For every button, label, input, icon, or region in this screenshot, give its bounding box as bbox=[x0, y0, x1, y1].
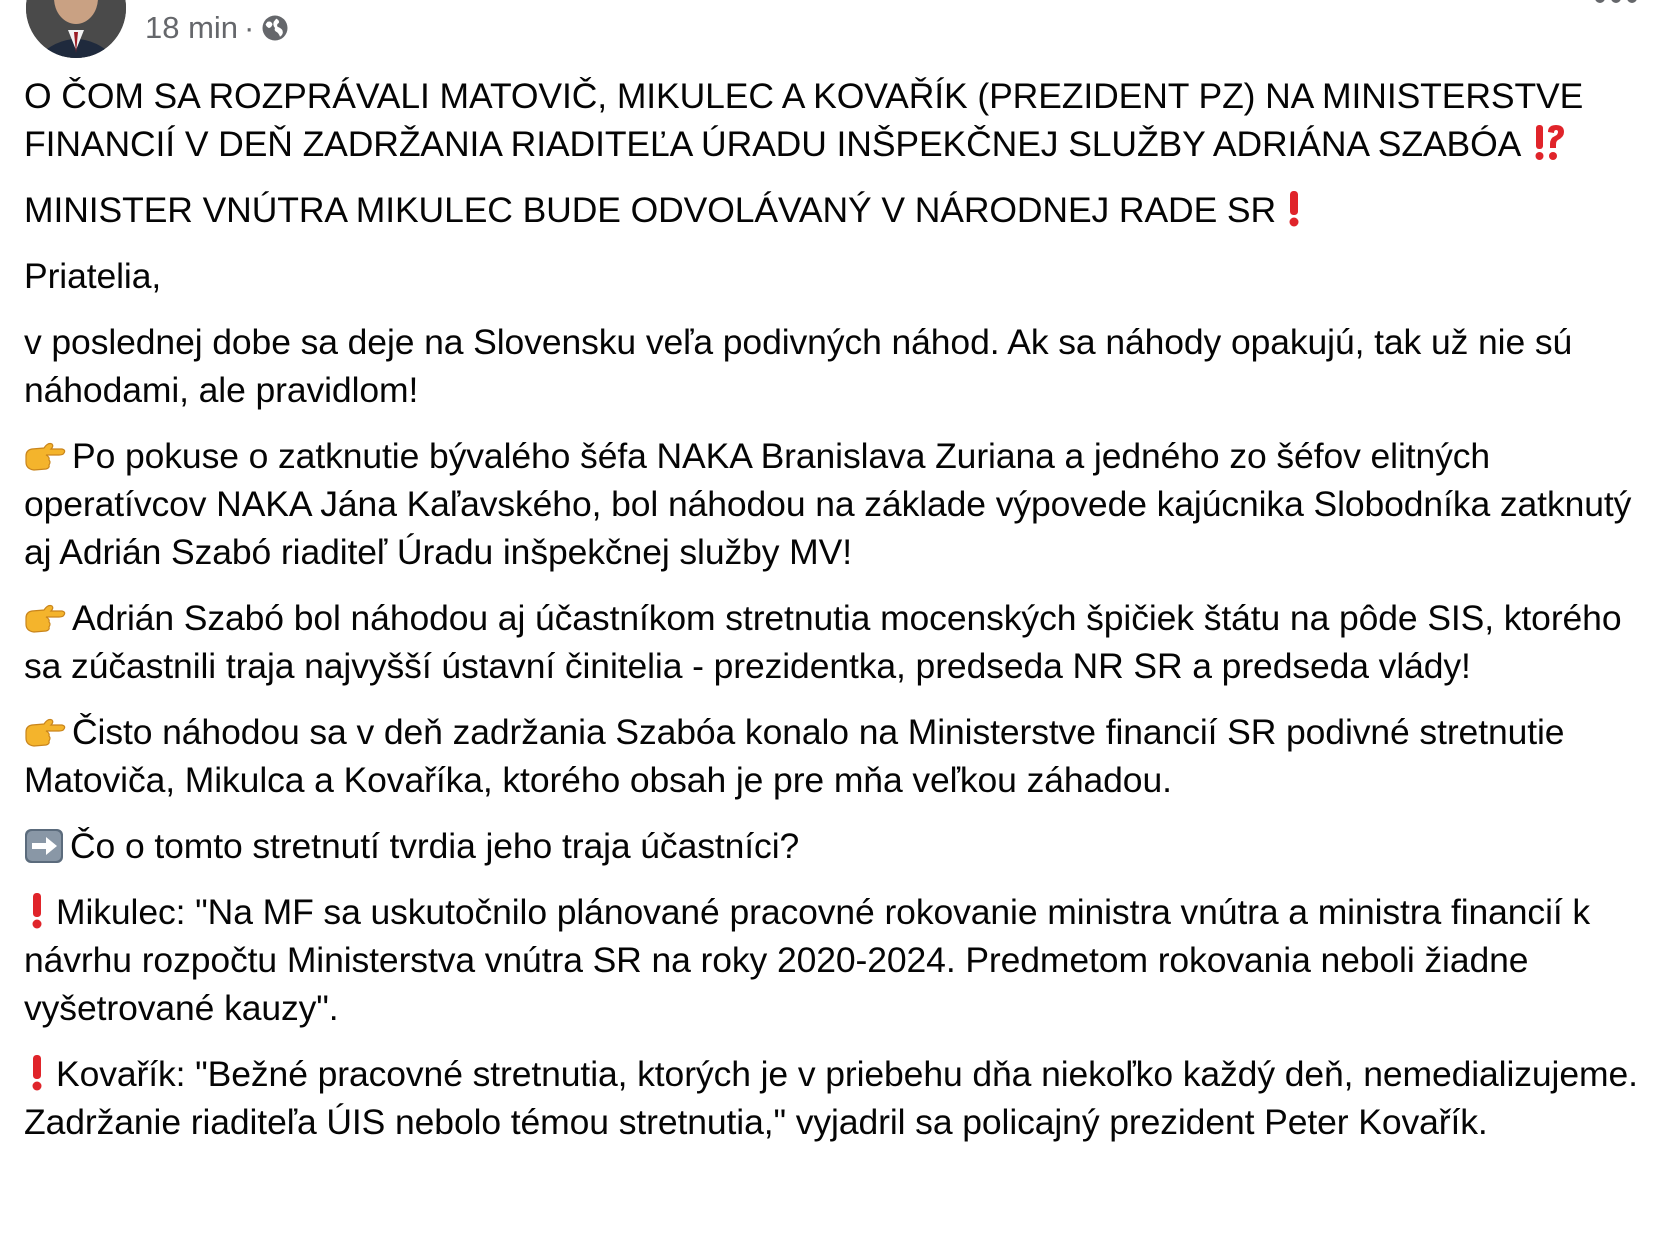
paragraph-text: v poslednej dobe sa deje na Slovensku veľa podivných náhod. Ak sa náhody opakujú, tak už nie sú náhodami, ale pravidlom! bbox=[24, 322, 1573, 410]
paragraph-text: Adrián Szabó bol náhodou aj účastníkom stretnutia mocenských špičiek štátu na pôde SIS, ktorého sa zúčastnili traja najvyšší ústavní činitelia - prezidentka, predseda NR SR a predseda vlády! bbox=[24, 598, 1622, 686]
paragraph-text: O ČOM SA ROZPRÁVALI MATOVIČ, MIKULEC A KOVAŘÍK (PREZIDENT PZ) NA MINISTERSTVE FINANCIÍ V DEŇ ZADRŽANIA RIADITEĽA ÚRADU INŠPEKČNEJ SLUŽBY ADRIÁNA SZABÓA bbox=[24, 76, 1584, 164]
pointing-right-hand-icon bbox=[24, 714, 66, 750]
post-timestamp[interactable]: 18 min bbox=[145, 10, 239, 45]
post-paragraph bbox=[24, 708, 1664, 804]
meta-separator: · bbox=[244, 10, 255, 45]
paragraph-text: Čisto náhodou sa v deň zadržania Szabóa konalo na Ministerstve financií SR podivné stretnutie Matoviča, Mikulca a Kovaříka, ktorého obsah je pre mňa veľkou záhadou. bbox=[24, 712, 1565, 800]
paragraph-text: Priatelia, bbox=[24, 256, 162, 296]
paragraph-text: Mikulec: "Na MF sa uskutočnilo plánované pracovné rokovanie ministra vnútra a ministra financií k návrhu rozpočtu Ministerstva vnútra SR na roky 2020-2024. Predmetom rokovania neboli žiadne vyšetrované kauzy". bbox=[24, 892, 1591, 1028]
post-paragraph bbox=[24, 594, 1664, 690]
post-paragraph bbox=[24, 186, 1664, 234]
post-meta bbox=[145, 8, 290, 48]
post-paragraph bbox=[24, 1050, 1664, 1146]
interrobang-icon bbox=[1529, 122, 1569, 162]
post-paragraph bbox=[24, 318, 1664, 414]
post-paragraph bbox=[24, 72, 1664, 168]
post-paragraph bbox=[24, 822, 1664, 870]
exclamation-icon bbox=[24, 1052, 50, 1092]
right-arrow-icon bbox=[24, 828, 64, 864]
pointing-right-hand-icon bbox=[24, 438, 66, 474]
post-paragraph bbox=[24, 888, 1664, 1032]
paragraph-text: Čo o tomto stretnutí tvrdia jeho traja účastníci? bbox=[70, 826, 800, 866]
post-paragraph bbox=[24, 252, 1664, 300]
profile-photo-icon bbox=[26, 0, 126, 58]
post-header bbox=[0, 0, 1680, 70]
paragraph-text: Po pokuse o zatknutie bývalého šéfa NAKA Branislava Zuriana a jedného zo šéfov elitných operatívcov NAKA Jána Kaľavského, bol náhodou na základe výpovede kajúcnika Slobodníka zatknutý aj Adrián Szabó riaditeľ Úradu inšpekčnej služby MV! bbox=[24, 436, 1632, 572]
post-paragraph bbox=[24, 432, 1664, 576]
author-avatar[interactable] bbox=[26, 0, 126, 58]
paragraph-text: MINISTER VNÚTRA MIKULEC BUDE ODVOLÁVANÝ V NÁRODNEJ RADE SR bbox=[24, 190, 1277, 230]
post-body bbox=[24, 72, 1664, 1164]
globe-icon[interactable] bbox=[260, 13, 290, 43]
exclamation-icon bbox=[24, 890, 50, 930]
exclamation-icon bbox=[1286, 188, 1302, 228]
more-dots-icon[interactable] bbox=[1592, 0, 1640, 8]
pointing-right-hand-icon bbox=[24, 600, 66, 636]
paragraph-text: Kovařík: "Bežné pracovné stretnutia, ktorých je v priebehu dňa niekoľko každý deň, nemedializujeme. Zadržanie riaditeľa ÚIS nebolo témou stretnutia," vyjadril sa policajný prezident Peter Kovařík. bbox=[24, 1054, 1638, 1142]
